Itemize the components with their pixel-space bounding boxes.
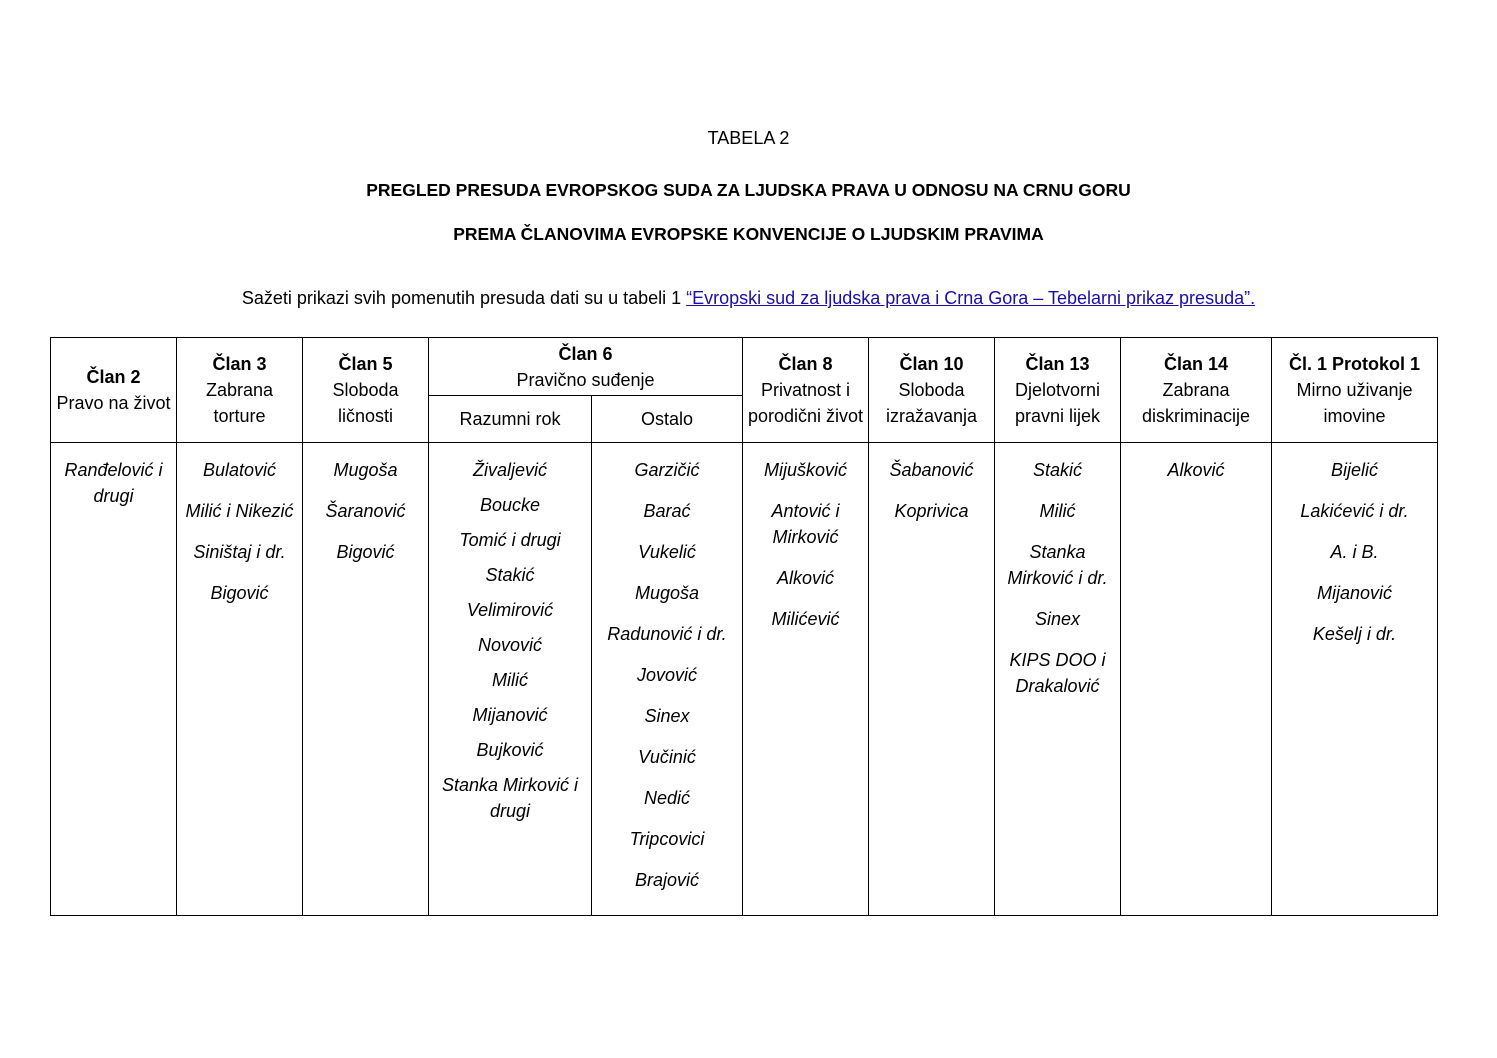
header-number: Član 3	[212, 354, 267, 374]
table-1-link[interactable]: “Evropski sud za ljudska prava i Crna Gora – Tebelarni prikaz presuda”.	[686, 288, 1256, 308]
case-name: Bulatović	[202, 460, 277, 480]
case-name: Mugoša	[634, 583, 700, 603]
case-name: Milićević	[771, 609, 840, 629]
header-protokol-1	[1272, 338, 1438, 443]
case-name: Bigović	[210, 583, 269, 603]
case-name: Alković	[776, 568, 834, 588]
case-name: Stakić	[1032, 460, 1083, 480]
case-name: Šaranović	[325, 501, 406, 521]
document-heading-line-2: PREMA ČLANOVIMA EVROPSKE KONVENCIJE O LJUDSKIM PRAVIMA	[453, 224, 1044, 244]
header-number: Član 6	[558, 343, 613, 364]
document-heading-line-1: PREGLED PRESUDA EVROPSKOG SUDA ZA LJUDSKA PRAVA U ODNOSU NA CRNU GORU	[366, 180, 1131, 200]
header-number: Član 5	[338, 354, 393, 374]
header-title: Zabrana torture	[205, 380, 274, 426]
header-number: Član 8	[778, 354, 833, 374]
case-name: Kešelj i dr.	[1312, 624, 1397, 644]
header-title: Pravično suđenje	[516, 369, 655, 390]
case-name: Mijanović	[472, 705, 548, 725]
case-name: KIPS DOO i Drakalović	[1009, 650, 1106, 696]
case-name: Šabanović	[889, 460, 974, 480]
cases-clan-10	[869, 443, 995, 916]
case-name: A. i B.	[1330, 542, 1379, 562]
header-clan-13	[995, 338, 1121, 443]
case-name: Vučinić	[638, 747, 696, 767]
case-name: Bujković	[476, 740, 544, 760]
case-name: Alković	[1167, 460, 1225, 480]
header-clan-5	[303, 338, 429, 443]
case-name: Mijanović	[1316, 583, 1393, 603]
case-name: Antović i Mirković	[771, 501, 840, 547]
header-number: Član 10	[899, 354, 964, 374]
cases-protokol-1	[1272, 443, 1438, 916]
case-name: Stakić	[485, 565, 535, 585]
cases-clan-13	[995, 443, 1121, 916]
case-name: Sinex	[644, 706, 690, 726]
header-number: Član 14	[1163, 354, 1229, 374]
header-clan-14	[1121, 338, 1272, 443]
case-name: Garzičić	[634, 460, 700, 480]
case-name: Milić i Nikezić	[185, 501, 294, 521]
case-name: Novović	[477, 635, 543, 655]
case-name: Lakićević i dr.	[1300, 501, 1409, 521]
cases-clan-6-ostalo	[592, 443, 743, 916]
case-name: Brajović	[634, 870, 700, 890]
case-name: Velimirović	[466, 600, 554, 620]
case-name: Milić	[492, 670, 528, 690]
header-number: Čl. 1 Protokol 1	[1288, 354, 1421, 374]
header-title: Zabrana diskriminacije	[1141, 380, 1251, 426]
header-number: Član 2	[86, 367, 141, 387]
intro-text: Sažeti prikazi svih pomenutih presuda dati su u tabeli 1	[241, 288, 687, 308]
case-name: Milić	[1039, 501, 1076, 521]
case-name: Stanka Mirković i dr.	[1007, 542, 1108, 588]
case-name: Tomić i drugi	[459, 530, 561, 550]
case-name: Nedić	[643, 788, 691, 808]
case-name: Siništaj i dr.	[193, 542, 286, 562]
case-name: Sinex	[1034, 609, 1081, 629]
header-title: Djelotvorni pravni lijek	[1014, 380, 1101, 426]
header-number: Član 13	[1025, 354, 1090, 374]
subheader-ostalo: Ostalo	[592, 396, 743, 443]
cases-clan-6-razumni-rok	[429, 443, 592, 916]
case-name: Tripcovici	[629, 829, 705, 849]
header-title: Sloboda izražavanja	[885, 380, 978, 426]
case-name: Mijušković	[763, 460, 847, 480]
header-clan-3	[177, 338, 303, 443]
header-title: Mirno uživanje imovine	[1296, 380, 1413, 426]
header-clan-8	[743, 338, 869, 443]
case-name: Ranđelović i drugi	[64, 460, 163, 506]
case-name: Bigović	[336, 542, 395, 562]
subheader-razumni-rok: Razumni rok	[429, 396, 592, 443]
case-name: Barać	[643, 501, 691, 521]
case-name: Živaljević	[472, 460, 547, 480]
rulings-table	[50, 337, 1438, 916]
cases-clan-3	[177, 443, 303, 916]
cases-clan-14	[1121, 443, 1272, 916]
case-name: Mugoša	[333, 460, 398, 480]
header-title: Sloboda ličnosti	[332, 380, 399, 426]
cases-clan-8	[743, 443, 869, 916]
table-label: TABELA 2	[707, 128, 790, 148]
header-title: Privatnost i porodični život	[747, 380, 864, 426]
cases-clan-5	[303, 443, 429, 916]
case-name: Stanka Mirković i drugi	[441, 775, 579, 821]
header-clan-10	[869, 338, 995, 443]
intro-paragraph	[0, 288, 1497, 309]
header-clan-2	[51, 338, 177, 443]
case-name: Boucke	[479, 495, 541, 515]
case-name: Koprivica	[894, 501, 969, 521]
header-title: Pravo na život	[56, 393, 171, 413]
case-name: Bijelić	[1330, 460, 1378, 480]
case-name: Jovović	[636, 665, 698, 685]
case-name: Vukelić	[638, 542, 696, 562]
case-name: Radunović i dr.	[607, 624, 727, 644]
cases-clan-2	[51, 443, 177, 916]
header-clan-6	[429, 338, 743, 396]
